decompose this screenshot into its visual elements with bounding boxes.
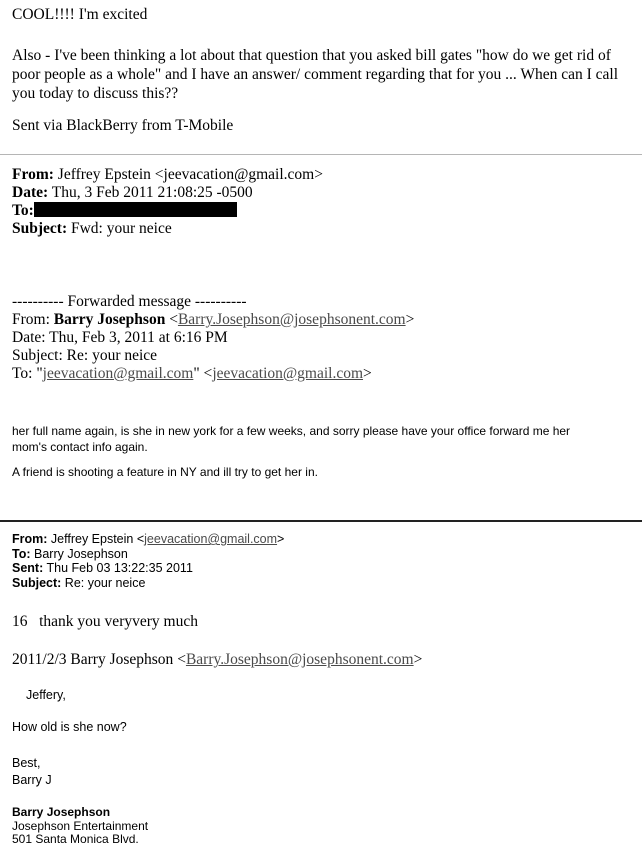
from-label: From: bbox=[12, 166, 54, 183]
reply-paragraph-line: you today to discuss this?? bbox=[12, 85, 179, 102]
greeting-text: Jeffery, bbox=[26, 688, 66, 702]
sig-address: 501 Santa Monica Blvd. bbox=[12, 832, 139, 846]
reply-signature bbox=[12, 117, 636, 135]
subject-value: Fwd: your neice bbox=[70, 220, 172, 237]
header2-from-name: Jeffrey Epstein bbox=[50, 532, 134, 546]
date-label: Date: bbox=[12, 184, 49, 201]
header2-from-email-wrap: <jeevacation@gmail.com> bbox=[136, 532, 285, 546]
barry-signature bbox=[12, 806, 636, 847]
blackberry-signature: Sent via BlackBerry from T-Mobile bbox=[12, 117, 234, 134]
reply2-text: 16 thank you veryvery much bbox=[12, 613, 198, 630]
divider-2 bbox=[0, 520, 642, 522]
header-to-row bbox=[12, 202, 636, 220]
barry-greeting bbox=[26, 688, 66, 702]
forwarded-to-label: To: bbox=[12, 365, 33, 382]
reply-paragraph bbox=[12, 46, 636, 103]
header2-sent-value: Thu Feb 03 13:22:35 2011 bbox=[46, 561, 193, 575]
header2-sent-label: Sent: bbox=[12, 561, 44, 575]
question-text: How old is she now? bbox=[12, 720, 127, 734]
header-subject-row bbox=[12, 220, 636, 238]
forwarded-to-email-link[interactable]: jeevacation@gmail.com bbox=[212, 365, 364, 382]
forwarded-divider: ---------- Forwarded message ---------- bbox=[12, 293, 247, 310]
redaction-box bbox=[34, 202, 237, 217]
forwarded-from-label: From: bbox=[12, 311, 50, 328]
header2-to-row bbox=[12, 547, 636, 562]
divider-1 bbox=[0, 154, 642, 155]
reply-line-1: COOL!!!! I'm excited bbox=[12, 6, 148, 23]
header-date-row bbox=[12, 184, 636, 202]
reply-message bbox=[12, 6, 636, 24]
header2-sent-row bbox=[12, 561, 636, 576]
forwarded-body-line: mom's contact info again. bbox=[12, 440, 148, 454]
to-label: To: bbox=[12, 202, 34, 219]
header2-to-label: To: bbox=[12, 546, 31, 561]
sign-text: Barry J bbox=[12, 773, 52, 787]
closing-text: Best, bbox=[12, 756, 41, 770]
barry-closing bbox=[12, 755, 52, 789]
from-value: Jeffrey Epstein <jeevacation@gmail.com> bbox=[57, 166, 323, 183]
header2-from-email-link[interactable]: jeevacation@gmail.com bbox=[144, 532, 278, 546]
reply2-quote-intro bbox=[12, 651, 636, 669]
forwarded-subject-row: Subject: Re: your neice bbox=[12, 347, 158, 364]
quote-intro-text: 2011/2/3 Barry Josephson bbox=[12, 651, 174, 668]
forwarded-to-email-quoted-link[interactable]: jeevacation@gmail.com bbox=[42, 365, 194, 382]
forwarded-date-row: Date: Thu, Feb 3, 2011 at 6:16 PM bbox=[12, 329, 228, 346]
reply-paragraph-line: Also - I've been thinking a lot about that question that you asked bill gates "how do we get rid of bbox=[12, 47, 611, 64]
header2-to-value: Barry Josephson bbox=[34, 546, 128, 561]
forwarded-from-name: Barry Josephson bbox=[53, 311, 166, 328]
forwarded-header bbox=[12, 293, 636, 383]
header2-from-row bbox=[12, 532, 636, 547]
forwarded-body-2 bbox=[12, 465, 636, 479]
barry-question bbox=[12, 720, 127, 734]
forwarded-body bbox=[12, 423, 636, 455]
header2-from-label: From: bbox=[12, 532, 48, 546]
forwarded-body-line-2: A friend is shooting a feature in NY and ill try to get her in. bbox=[12, 465, 318, 479]
email-header-2 bbox=[12, 532, 636, 590]
reply2-body bbox=[12, 613, 636, 631]
sig-name-bold: Barry Josephson bbox=[12, 805, 111, 819]
header2-subject-label: Subject: bbox=[12, 575, 62, 590]
forwarded-to-row: To: "jeevacation@gmail.com" <jeevacation@gmail.com> bbox=[12, 365, 372, 382]
header2-subject-value: Re: your neice bbox=[64, 575, 146, 590]
subject-label: Subject: bbox=[12, 220, 68, 237]
date-value: Thu, 3 Feb 2011 21:08:25 -0500 bbox=[51, 184, 253, 201]
forwarded-from-email-wrap: <Barry.Josephson@josephsonent.com> bbox=[169, 311, 415, 328]
quote-intro-row: 2011/2/3 Barry Josephson <Barry.Josephson@josephsonent.com> bbox=[12, 651, 423, 668]
forwarded-from-row bbox=[12, 311, 636, 329]
header2-subject-row bbox=[12, 576, 636, 591]
email-header-1 bbox=[12, 166, 636, 238]
forwarded-from-email-link[interactable]: Barry.Josephson@josephsonent.com bbox=[177, 311, 406, 328]
quote-intro-email-link[interactable]: Barry.Josephson@josephsonent.com bbox=[185, 651, 414, 668]
reply-paragraph-line: poor people as a whole" and I have an answer/ comment regarding that for you ... When can I call bbox=[12, 66, 619, 83]
header-from-row bbox=[12, 166, 636, 184]
sig-company: Josephson Entertainment bbox=[12, 818, 149, 833]
forwarded-body-line: her full name again, is she in new york for a few weeks, and sorry please have your office forward me her bbox=[12, 424, 571, 438]
sig-name bbox=[12, 806, 636, 820]
